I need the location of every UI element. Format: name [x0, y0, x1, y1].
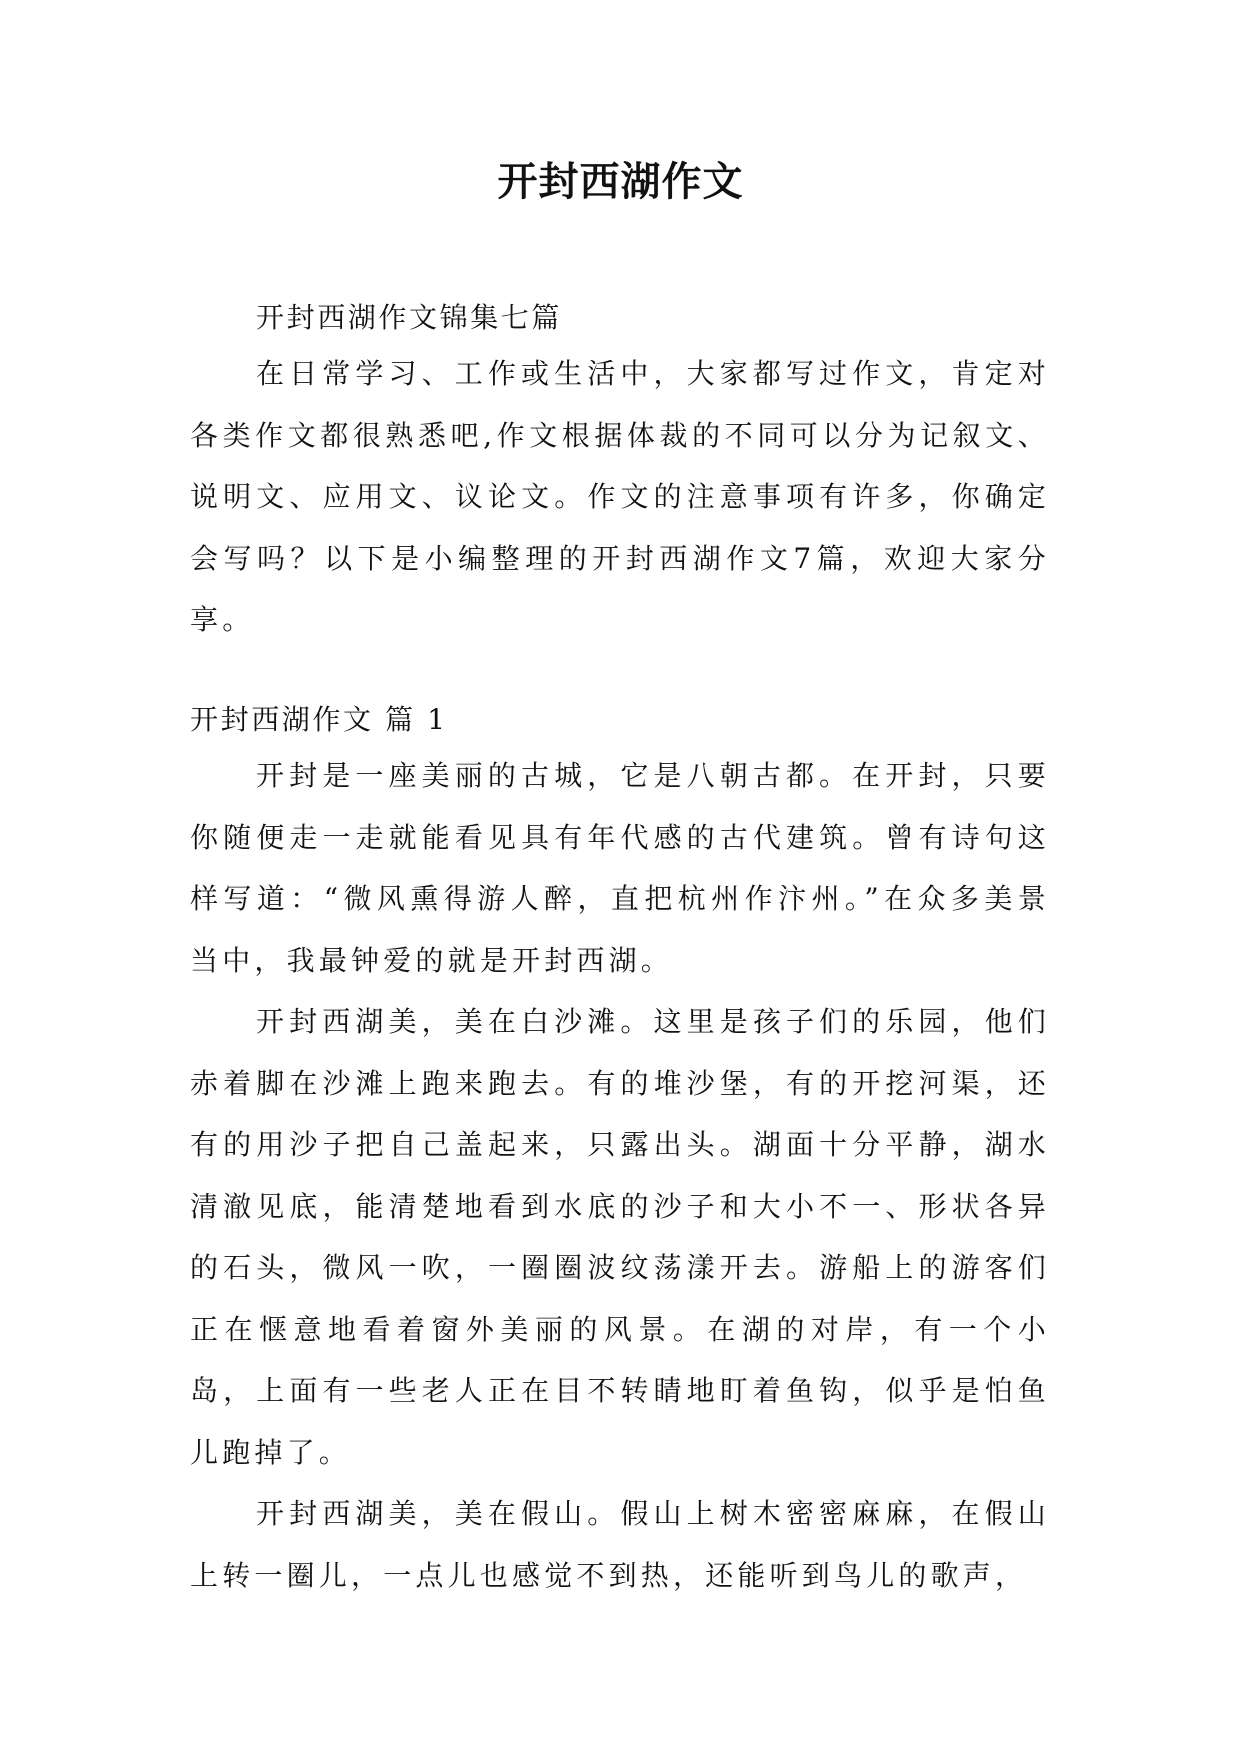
section-body: [190, 745, 1050, 1606]
document-title: 开封西湖作文: [497, 158, 744, 205]
section-heading: 开封西湖作文 篇 1: [190, 703, 448, 736]
document-subtitle: 开封西湖作文锦集七篇: [256, 301, 563, 334]
intro-paragraph: 在日常学习、工作或生活中，大家都写过作文，肯定对各类作文都很熟悉吧,作文根据体裁的不同可以分为记叙文、说明文、应用文、议论文。作文的注意事项有许多，你确定会写吗？以下是小编整理的开封西湖作文7篇，欢迎大家分享。: [190, 357, 1050, 636]
paragraph: 开封西湖美，美在假山。假山上树木密密麻麻，在假山上转一圈儿，一点儿也感觉不到热，还能听到鸟儿的歌声，: [190, 1497, 1050, 1592]
paragraph: 开封是一座美丽的古城，它是八朝古都。在开封，只要你随便走一走就能看见具有年代感的古代建筑。曾有诗句这样写道：“微风熏得游人醉，直把杭州作汴州。”在众多美景当中，我最钟爱的就是开封西湖。: [190, 759, 1050, 977]
paragraph: 开封西湖美，美在白沙滩。这里是孩子们的乐园，他们赤着脚在沙滩上跑来跑去。有的堆沙堡，有的开挖河渠，还有的用沙子把自己盖起来，只露出头。湖面十分平静，湖水清澈见底，能清楚地看到水底的沙子和大小不一、形状各异的石头，微风一吹，一圈圈波纹荡漾开去。游船上的游客们正在惬意地看着窗外美丽的风景。在湖的对岸，有一个小岛，上面有一些老人正在目不转睛地盯着鱼钩，似乎是怕鱼儿跑掉了。: [190, 1005, 1050, 1469]
